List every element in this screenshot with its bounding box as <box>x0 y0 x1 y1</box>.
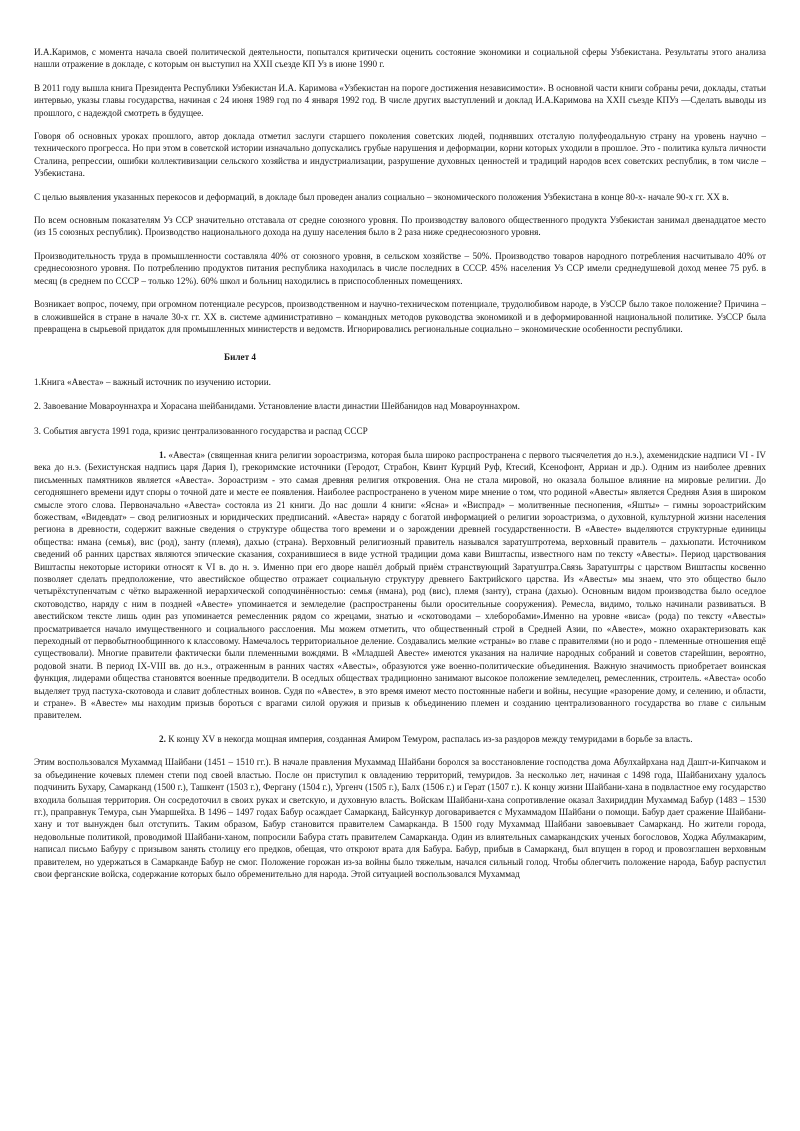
paragraph: Возникает вопрос, почему, при огромном потенциале ресурсов, производственном и научно-техническом потенциале, трудолюбивом народе, в УзССР было такое положение? Причина – в сложившейся в стране в начале 30-х гг. XX в. системе административно – командных методов руководства экономикой и в деформированной национальной политике. УзССР была превращена в сырьевой придаток для промышленных министерств и ведомств. Игнорировались региональные социально – экономические особенности республики. <box>34 299 766 334</box>
paragraph: По всем основным показателям Уз ССР значительно отставала от средне союзного уровня. По производству валового общественного продукта Узбекистан занимал двенадцатое место (из 15 союзных республик). Производство национального дохода на душу населения было в 2 раза ниже среднесоюзного уровня. <box>34 215 766 238</box>
paragraph: Производительность труда в промышленности составляла 40% от союзного уровня, в сельском хозяйстве – 50%. Производство товаров народного потребления насчитывало 40% от среднесоюзного уровня. По потреблению продуктов питания республика находилась в числе последних в СССР. 45% населения Уз ССР имели среднедушевой доход менее 75 руб. в месяц (в среднем по СССР – только 12%). 60% школ и больниц находились в приспособленных помещениях. <box>34 250 766 286</box>
paragraph: И.А.Каримов, с момента начала своей политической деятельности, попытался критически оценить состояние экономики и социальной сферы Узбекистана. Результаты этого анализа нашли отражение в докладе, с которым он выступил на XXII съезде КП Уз в июне 1990 г. <box>34 47 766 70</box>
question-2: 2. Завоевание Мовароуннахра и Хорасана шейбанидами. Установление власти династии Шейбанидов над Мовароуннахром. <box>34 401 520 412</box>
question-1: 1.Книга «Авеста» – важный источник по изучению истории. <box>34 376 271 387</box>
answer-2-text: Этим воспользовался Мухаммад Шайбани (1451 – 1510 гг.). В начале правления Мухаммад Шайбани боролся за восстановление господства дома Абулхайрхана над Дашт-и-Кипчаком и за объединение кочевых племен степи под своей властью. После он приступил к овладению территорий, темуридов. За несколько лет, начиная с 1498 года, Шайбанихану удалось подчинить Бухару, Самарканд (1500 г.), Ташкент (1503 г.), Фергану (1504 г.), Ургенч (1505 г.), Балх (1506 г.) и Герат (1507 г.). К концу жизни Шайбани-хана в подвластное ему государство входила большая территория. Он сосредоточил в своих руках и светскую, и духовную власть. Войскам Шайбани-хана сопротивление оказал Захириддин Мухаммад Бабур (1483 – 1530 гг.), праправнук Темура, сын Умаршейха. В 1496 – 1497 годах Бабур осаждает Самарканд, Байсункур договаривается с Мухаммадом Шайбани о помощи. Бабур дает сражение Шайбани-хану и тот вынужден был отступить. Таким образом, Бабур становится правителем Самарканда. В 1500 году Мухаммад Шайбани завоевывает Самарканд. Но жители города, недовольные политикой, проводимой Шайбани-ханом, попросили Бабура стать правителем Самарканда. Один из влиятельных самаркандских ученых богословов, Ходжа Абулмакарим, написал письмо Бабуру с призывом занять столицу его предков, обещая, что откроют врата для Бабура. Бабур, прибыв в Самарканд, был впущен в город и провозглашен верховным правителем, но удержаться в Самарканде Бабур не смог. Положение горожан из-за войны было тяжелым, начался сильный голод. Чтобы облегчить положение народа, Бабур распустил свои ферганские войска, содержание которых было обременительно для народа. Этой ситуацией воспользовался Мухаммад <box>34 757 766 879</box>
question-3: 3. События августа 1991 года, кризис централизованного государства и распад СССР <box>34 425 368 436</box>
paragraph: С целью выявления указанных перекосов и деформаций, в докладе был проведен анализ социально – экономического положения Узбекистана в конце 80-х- начале 90-х гг. XX в. <box>34 191 729 202</box>
answer-2-lead <box>34 733 766 745</box>
answer-1 <box>34 449 766 722</box>
answer-2-number: 2. <box>159 733 166 744</box>
answer-2-lead-text: К концу XV в некогда мощная империя, созданная Амиром Темуром, распалась из-за раздоров между темуридами в борьбе за власть. <box>168 733 693 744</box>
paragraph: Говоря об основных уроках прошлого, автор доклада отметил заслуги старшего поколения советских людей, поднявших отсталую полуфеодальную страну на уровень научно – технического прогресса. Но при этом в советской истории изначально допускались грубые нарушения и деформации, корни которых уходили в прошлое. Это - политика культа личности Сталина, репрессии, ошибки коллективизации сельского хозяйства и индустриализации, разрушение духовных ценностей и традиций народов всех советских республик, в том числе – Узбекистана. <box>34 131 766 179</box>
answer-1-text: «Авеста» (священная книга религии зороастризма, которая была широко распространена с первого тысячелетия до н.э.), ахеменидские надписи VI - IV века до н.э. (Бехистунская надпись царя Дария I), грекоримские источники (Геродот, Страбон, Квинт Курций Руф, Ктесий, Ксенофонт, Арриан и др.). Одним из наиболее древних письменных памятников является «Авеста». Зороастризм - это самая древняя религия откровения. Она не стала мировой, но оказала большое влияние на мировые религии. До сегодняшнего времени идут споры о точной дате и месте ее появления. Наиболее распространено в ученом мире мнение о том, что родиной «Авесты» является Средняя Азия в широком смысле этого слова. Первоначально «Авеста» состояла из 21 книги. До нас дошли 4 книги: «Ясна» и «Виспрад» – молитвенные песнопения, «Яшты» – гимны зороастрийским божествам, «Видевдат» – свод религиозных и юридических предписаний. «Авеста» наряду с богатой информацией о религии зороастризма, о духовной, культурной жизни населения региона в древности, содержит важные сведения о структуре общества того времени и о зарождении древней государственности. В «Авесте» выделяются структурные единицы общества: нмана (семья), вис (род), занту (племя), дахью (страна). Верховный религиозный правитель назывался заратуштротема, верховный правитель – дахьюпати. Источником сведений об ранних царствах являются эпические сказания, сохранившиеся в виде устной традиции дома кави Виштаспы, известного нам по тексту «Авесты». Период царствования Виштаспы некоторые историки относят к VI в. до н. э. Именно при его дворе нашёл добрый приём странствующий Заратуштра.Связь Заратуштры с царством Виштаспы косвенно позволяет сделать предположение, что авестийское общество отражает социальную структуру древнего Бактрийского царства. Из «Авесты» мы знаем, что это общество было четырёхступенчатым с чётко выраженной иерархической соподчинённостью: семья (нмана), род (вис), племя (занту), страна (дахью). Основным видом производства было оседлое скотоводство, наряду с ним в поздней «Авесте» упоминается и земледелие (распространены были оросительные сооружения). Ремесла, видимо, только начинали развиваться. В авестийском тексте лишь один раз упоминается ремесленник рядом со жрецами, знатью и «скотоводами – хлеборобами».Именно на уровне «виса» (рода) по тексту «Авесты» просматривается начало имущественного и социального расслоения. Мы можем отметить, что общественный строй в Средней Азии, по «Авесте», можно охарактеризовать как переходный от первобытнообщинного к классовому. Намечалось территориальное деление. Создавались мелкие «страны» во главе с правителями (но и родо - племенные отношения ещё существовали). Многие правители фактически были племенными вождями. В «Младшей Авесте» имеются указания на наличие народных собраний и советов старейшин, вероятно, родовой знати. В период IX-VIII вв. до н.э., отраженным в ранних частях «Авесты», образуются уже военно-политические объединения. Важную значимость приобретает воинская функция, лидерами общества становятся военные предводители. В оседлых обществах традиционно занимают высокое положение земледелец, ремесленник, строитель. «Авеста» особо выделяет труд пастуха-скотовода и славит доблестных воинов. Судя по «Авесте», в это время имеют место постоянные набеги и войны, несущие «разорение дому, и селению, и области, и стране». В «Авесте» мы находим призыв бороться с врагами силой оружия и призыв к объединению племен и созданию централизованного государства во главе с сильным правителем. <box>34 449 767 721</box>
ticket-heading: Билет 4 <box>224 352 257 363</box>
paragraph: В 2011 году вышла книга Президента Республики Узбекистан И.А. Каримова «Узбекистан на пороге достижения независимости». В основной части книги собраны речи, доклады, статьи интервью, указы главы государства, начиная с 24 июня 1989 год по 4 января 1992 год. В числе других выступлений и доклад И.А.Каримова на XXII съезде КПУз —Сделать выводы из прошлого, с надеждой смотреть в будущее. <box>34 82 766 118</box>
answer-1-number: 1. <box>159 449 166 460</box>
